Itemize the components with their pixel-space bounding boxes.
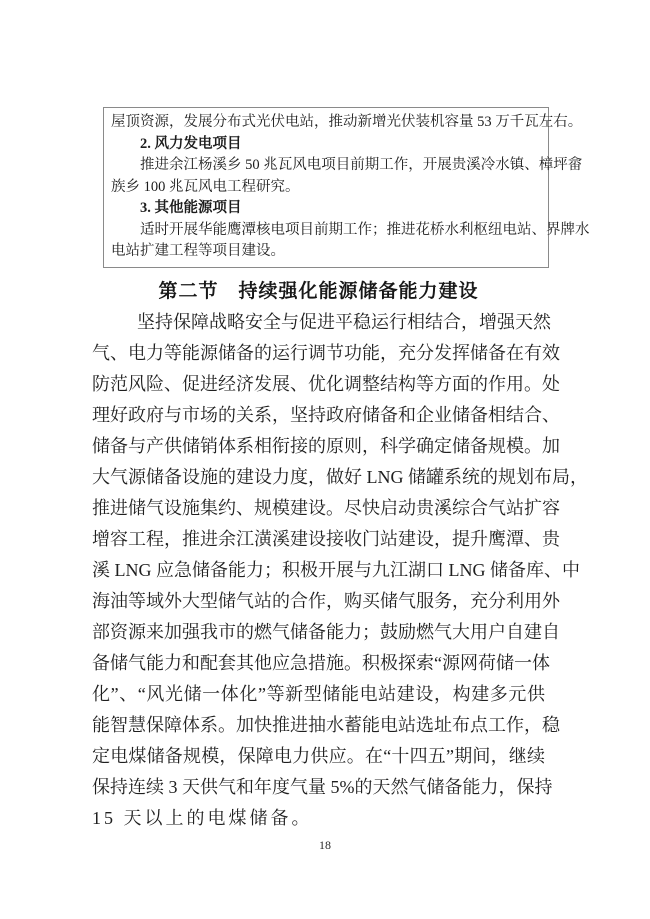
body-text-line: 部资源来加强我市的燃气储备能力；鼓励燃气大用户自建自 xyxy=(92,622,560,642)
body-text-line: 气、电力等能源储备的运行调节功能，充分发挥储备在有效 xyxy=(92,343,560,363)
body-text-line: 备储气能力和配套其他应急措施。积极探索“源网荷储一体 xyxy=(92,653,550,673)
body-text-line: 化”、“风光储一体化”等新型储能电站建设，构建多元供 xyxy=(92,684,545,704)
body-text-line: 大气源储备设施的建设力度，做好 LNG 储罐系统的规划布局， xyxy=(92,467,588,487)
box-text-line: 电站扩建工程等项目建设。 xyxy=(111,243,285,259)
body-text-line: 储备与产供储销体系相衔接的原则，科学确定储备规模。加 xyxy=(92,436,560,456)
body-text-line: 15 天以上的电煤储备。 xyxy=(92,808,313,828)
body-text-line: 理好政府与市场的关系，坚持政府储备和企业储备相结合、 xyxy=(92,405,560,425)
box-text-line: 适时开展华能鹰潭核电项目前期工作；推进花桥水利枢纽电站、界牌水 xyxy=(140,221,590,238)
box-text-line: 屋顶资源，发展分布式光伏电站，推动新增光伏装机容量 53 万千瓦左右。 xyxy=(111,114,583,130)
body-text-line: 防范风险、促进经济发展、优化调整结构等方面的作用。处 xyxy=(92,374,560,394)
body-text-line: 海油等域外大型储气站的合作，购买储气服务，充分利用外 xyxy=(92,591,560,611)
body-text-line: 推进储气设施集约、规模建设。尽快启动贵溪综合气站扩容 xyxy=(92,498,560,518)
box-text-line: 2. 风力发电项目 xyxy=(140,135,242,152)
body-text-line: 能智慧保障体系。加快推进抽水蓄能电站选址布点工作，稳 xyxy=(92,715,560,735)
box-text-line: 推进余江杨溪乡 50 兆瓦风电项目前期工作，开展贵溪冷水镇、樟坪畲 xyxy=(140,157,583,173)
section-heading: 第二节 持续强化能源储备能力建设 xyxy=(158,281,479,302)
body-paragraph xyxy=(92,307,588,834)
page-number: 18 xyxy=(319,838,331,852)
box-text-line: 3. 其他能源项目 xyxy=(140,200,242,216)
project-list-box xyxy=(103,107,590,268)
body-text-line: 增容工程，推进余江潢溪建设接收门站建设，提升鹰潭、贵 xyxy=(92,529,560,549)
body-text-line: 溪 LNG 应急储备能力；积极开展与九江湖口 LNG 储备库、中 xyxy=(92,560,580,580)
body-text-line: 保持连续 3 天供气和年度气量 5%的天然气储备能力，保持 xyxy=(92,777,553,797)
body-text-line: 定电煤储备规模，保障电力供应。在“十四五”期间，继续 xyxy=(92,746,545,766)
body-text-line: 坚持保障战略安全与促进平稳运行相结合，增强天然 xyxy=(137,312,551,332)
box-text-line: 族乡 100 兆瓦风电工程研究。 xyxy=(111,178,300,195)
